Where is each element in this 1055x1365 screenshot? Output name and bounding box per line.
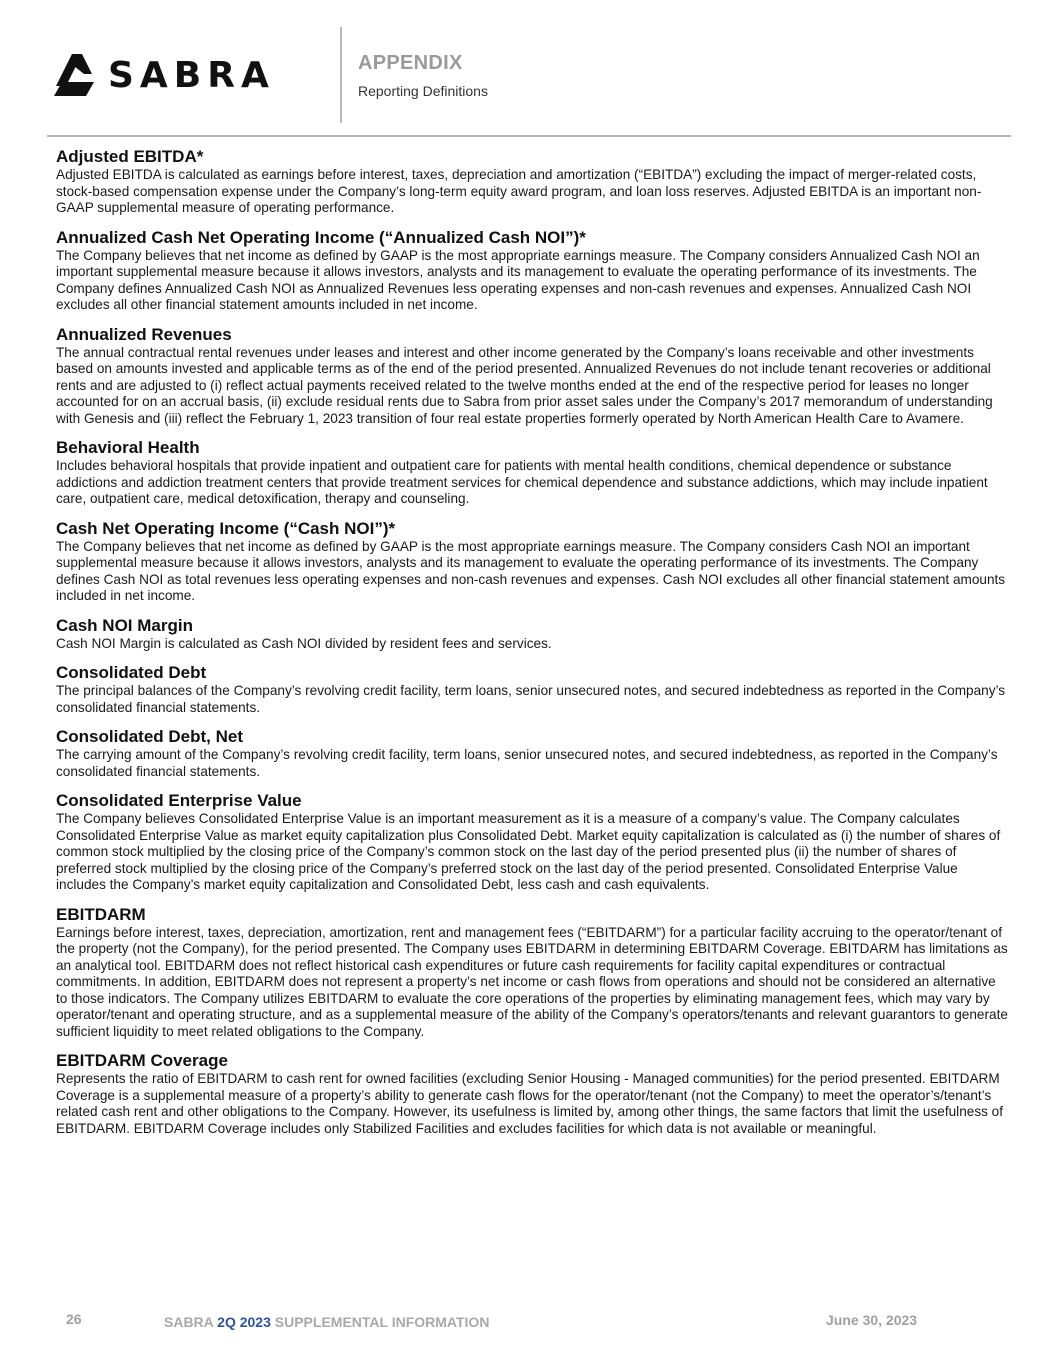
sabra-logo-mark-icon [52, 52, 108, 100]
definition-term: Behavioral Health [56, 438, 200, 457]
page-title: APPENDIX [358, 52, 463, 74]
definition-term: EBITDARM Coverage [56, 1051, 228, 1070]
definition-consolidated-enterprise-value [56, 790, 1008, 894]
sabra-logo [52, 52, 297, 100]
logo-wordmark: SABRA [108, 55, 275, 96]
definition-text: The Company believes that net income as defined by GAAP is the most appropriate earnings measure. The Company considers Annualized Cash NOI an important supplemental measure because it allows investors, analysts and its management to evaluate the operating performance of its investments. The Company defines Annualized Cash NOI as Annualized Revenues less operating expenses and non-cash revenues and expenses. Annualized Cash NOI excludes all other financial statement amounts included in net income. [56, 247, 980, 312]
footer-period: 2Q 2023 [217, 1314, 271, 1330]
definition-text: The Company believes that net income as defined by GAAP is the most appropriate earnings measure. The Company considers Cash NOI an important supplemental measure because it allows investors, analysts and its management to evaluate the operating performance of its investments. The Company defines Cash NOI as total revenues less operating expenses and non-cash revenues and expenses. Cash NOI excludes all other financial statement amounts included in net income. [56, 538, 1006, 603]
definition-term: Adjusted EBITDA* [56, 147, 204, 166]
definition-behavioral-health [56, 437, 1008, 508]
definition-term: Cash Net Operating Income (“Cash NOI”)* [56, 518, 396, 538]
page-header [0, 0, 1055, 137]
definition-term: Cash NOI Margin [56, 615, 193, 635]
footer-brand-name: SABRA [164, 1314, 214, 1330]
header-divider [340, 27, 342, 123]
definition-ebitdarm-coverage [56, 1050, 1008, 1137]
definition-term: Annualized Cash Net Operating Income (“Annualized Cash NOI”)* [56, 227, 586, 247]
page-subtitle: Reporting Definitions [358, 83, 488, 99]
definition-text: The Company believes Consolidated Enterprise Value is an important measurement as it is a measure of a company’s value. The Company calculates Consolidated Enterprise Value as market equity capitalization plus Consolidated Debt. Market equity capitalization is calculated as (i) the number of shares of common stock multiplied by the closing price of the Company’s common stock on the last day of the period presented plus (ii) the number of shares of preferred stock multiplied by the closing price of the Company’s preferred stock on the last day of the period presented. Consolidated Enterprise Value includes the Company’s market equity capitalization and Consolidated Debt, less cash and cash equivalents. [56, 811, 1001, 892]
header-rule [47, 135, 1011, 137]
definitions-list [56, 146, 1008, 1147]
footer-document-title [164, 1314, 489, 1330]
definition-term: Consolidated Debt [56, 663, 207, 682]
page-footer [0, 1305, 1055, 1335]
definition-cash-noi [56, 518, 1008, 605]
definition-text: Represents the ratio of EBITDARM to cash rent for owned facilities (excluding Senior Housing - Managed communities) for the period presented. EBITDARM Coverage is a supplemental measure of a property’s ability to generate cash flows for the operator/tenant (not the Company) to meet the operator’s/tenant’s related cash rent and other obligations to the Company. However, its usefulness is limited by, among other things, the same factors that limit the usefulness of EBITDARM. EBITDARM Coverage includes only Stabilized Facilities and excludes facilities for which data is not available or meaningful. [56, 1071, 1004, 1136]
definition-consolidated-debt-net [56, 726, 1008, 780]
definition-adjusted-ebitda [56, 146, 1008, 217]
definition-consolidated-debt [56, 662, 1008, 716]
definition-annualized-cash-noi [56, 227, 1008, 314]
definition-term: Annualized Revenues [56, 324, 232, 344]
definition-term: EBITDARM [56, 904, 146, 924]
definition-ebitdarm [56, 904, 1008, 1041]
definition-annualized-revenues [56, 324, 1008, 428]
definition-term: Consolidated Enterprise Value [56, 791, 302, 810]
definition-text: Cash NOI Margin is calculated as Cash NOI divided by resident fees and services. [56, 635, 552, 651]
page-number: 26 [66, 1311, 82, 1327]
definition-text: The principal balances of the Company’s revolving credit facility, term loans, senior unsecured notes, and secured indebtedness as reported in the Company’s consolidated financial statements. [56, 683, 1006, 715]
definition-term: Consolidated Debt, Net [56, 727, 244, 746]
definition-text: Includes behavioral hospitals that provide inpatient and outpatient care for patients with mental health conditions, chemical dependence or substance addictions and addiction treatment centers that provide treatment services for chemical dependence and substance addictions, which may include inpatient care, outpatient care, medical detoxification, therapy and counseling. [56, 458, 988, 506]
definition-text: Adjusted EBITDA is calculated as earnings before interest, taxes, depreciation and amortization (“EBITDA”) excluding the impact of merger-related costs, stock-based compensation expense under the Company’s long-term equity award program, and loan loss reserves. Adjusted EBITDA is an important non-GAAP supplemental measure of operating performance. [56, 167, 982, 215]
definition-cash-noi-margin [56, 615, 1008, 653]
definition-text: Earnings before interest, taxes, depreciation, amortization, rent and management fees (“EBITDARM”) for a particular facility accruing to the operator/tenant of the property (not the Company), for the period presented. The Company uses EBITDARM in determining EBITDARM Coverage. EBITDARM has limitations as an analytical tool. EBITDARM does not reflect historical cash expenditures or future cash requirements for facility capital expenditures or contractual commitments. In addition, EBITDARM does not represent a property’s net income or cash flows from operations and should not be considered an alternative to those indicators. The Company utilizes EBITDARM to evaluate the core operations of the properties by eliminating management fees, which may vary by operator/tenant and operating structure, and as a supplemental measure of the ability of the Company’s operators/tenants and relevant guarantors to generate sufficient liquidity to meet related obligations to the Company. [56, 924, 1008, 1039]
definition-text: The annual contractual rental revenues under leases and interest and other income generated by the Company’s loans receivable and other investments based on amounts invested and applicable terms as of the end of the period presented. Annualized Revenues do not include tenant recoveries or additional rents and are adjusted to (i) reflect actual payments received related to the twelve months ended at the end of the respective period for leases no longer accounted for on an accrual basis, (ii) exclude residual rents due to Sabra from prior asset sales under the Company’s 2017 memorandum of understanding with Genesis and (iii) reflect the February 1, 2023 transition of four real estate properties formerly operated by North American Health Care to Avamere. [56, 344, 993, 426]
footer-doc-title: SUPPLEMENTAL INFORMATION [274, 1314, 490, 1330]
definition-text: The carrying amount of the Company’s revolving credit facility, term loans, senior unsecured notes, and secured indebtedness, as reported in the Company’s consolidated financial statements. [56, 747, 998, 779]
footer-date: June 30, 2023 [826, 1312, 918, 1328]
